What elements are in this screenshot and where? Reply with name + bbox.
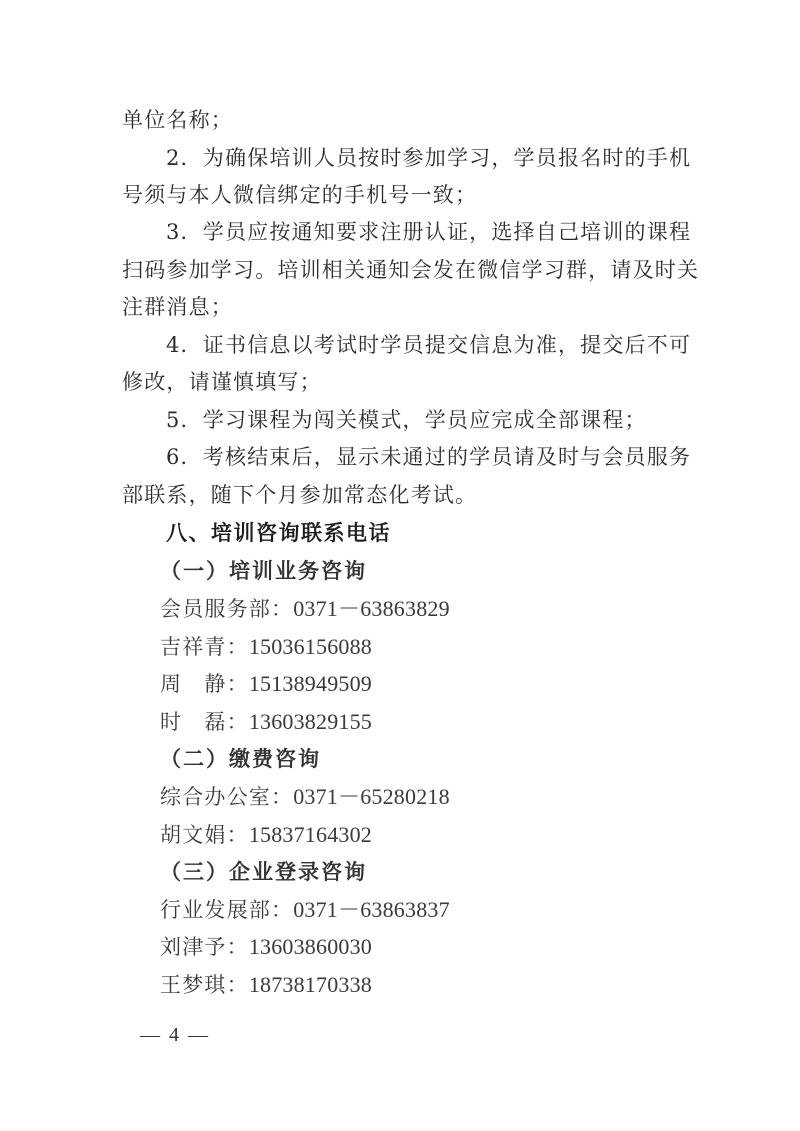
contact-label: 时 磊： [160, 710, 249, 734]
paragraph-6-line-1: 6．考核结束后，显示未通过的学员请及时与会员服务 [166, 445, 692, 469]
contact-phone: 15138949509 [248, 671, 373, 696]
contact-row [160, 633, 372, 661]
contact-phone: 13603829155 [248, 709, 373, 734]
contact-label: 刘津予： [160, 935, 249, 959]
paragraph-6-line-2: 部联系，随下个月参加常态化考试。 [122, 483, 478, 507]
group-2-title: （二）缴费咨询 [160, 746, 321, 771]
contact-label: 吉祥青： [160, 635, 249, 659]
contact-phone: 13603860030 [248, 934, 373, 959]
paragraph-3-line-1: 3．学员应按通知要求注册认证，选择自己培训的课程 [166, 220, 692, 244]
paragraph-2-line-1: 2．为确保培训人员按时参加学习，学员报名时的手机 [166, 146, 692, 170]
group-3-title: （三）企业登录咨询 [160, 859, 367, 884]
contact-label: 综合办公室： [160, 785, 294, 809]
paragraph-4-line-1: 4．证书信息以考试时学员提交信息为准，提交后不可 [166, 333, 692, 357]
contact-row [160, 971, 372, 999]
contact-label: 胡文娟： [160, 823, 249, 847]
paragraph-4-line-2: 修改，请谨慎填写； [122, 370, 322, 394]
paragraph-3-line-3: 注群消息； [122, 295, 233, 319]
contact-phone: 15036156088 [248, 634, 373, 659]
paragraph-3-line-2: 扫码参加学习。培训相关通知会发在微信学习群，请及时关 [122, 258, 700, 282]
page-number: — 4 — [140, 1024, 210, 1046]
contact-row [160, 933, 372, 961]
group-1-title: （一）培训业务咨询 [160, 558, 367, 583]
contact-phone: 15837164302 [248, 822, 373, 847]
contact-row [160, 670, 372, 698]
contact-row [160, 595, 450, 623]
contact-row [160, 783, 450, 811]
paragraph-5-line-1: 5．学习课程为闯关模式，学员应完成全部课程； [166, 408, 647, 432]
contact-label: 会员服务部： [160, 597, 294, 621]
contact-label: 王梦琪： [160, 973, 249, 997]
section-heading: 八、培训咨询联系电话 [166, 521, 391, 545]
contact-label: 行业发展部： [160, 898, 294, 922]
contact-phone: 0371－65280218 [293, 784, 450, 809]
contact-row [160, 821, 372, 849]
paragraph-1-line-1: 单位名称； [122, 108, 233, 132]
contact-row [160, 708, 372, 736]
contact-phone: 0371－63863829 [293, 596, 450, 621]
contact-phone: 0371－63863837 [293, 897, 450, 922]
paragraph-2-line-2: 号须与本人微信绑定的手机号一致； [122, 183, 478, 207]
contact-label: 周 静： [160, 672, 249, 696]
contact-row [160, 896, 450, 924]
contact-phone: 18738170338 [248, 972, 373, 997]
